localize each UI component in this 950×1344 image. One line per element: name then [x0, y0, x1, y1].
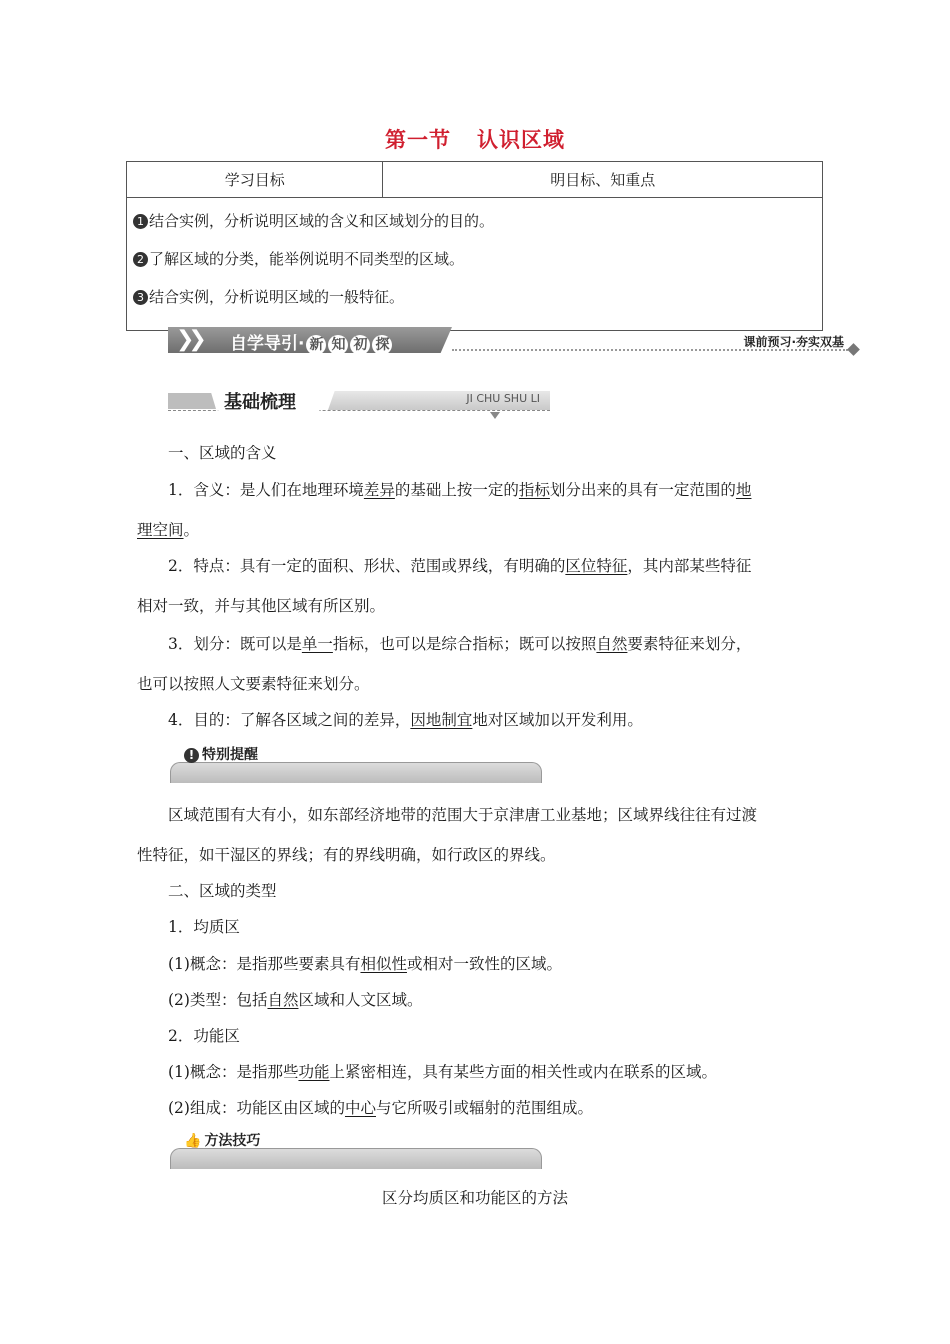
- paragraph-cont: 也可以按照人文要素特征来划分。: [137, 675, 370, 693]
- paragraph: (2)类型：包括自然区域和人文区域。: [168, 991, 423, 1009]
- section-banner: [168, 325, 858, 357]
- sub-heading: 1．均质区: [168, 918, 240, 936]
- number-badge: 1: [133, 214, 148, 229]
- thumbs-up-icon: 👍: [184, 1133, 202, 1149]
- banner-right-label: 课前预习·夯实双基: [743, 335, 844, 349]
- tip-text-cont: 性特征，如干湿区的界线；有的界线明确，如行政区的界线。: [137, 846, 556, 864]
- subsection-heading: 基础梳理 JI CHU SHU LI: [168, 389, 550, 421]
- exclamation-icon: !: [184, 748, 199, 763]
- goal-item: 3 结合实例，分析说明区域的一般特征。: [133, 280, 814, 318]
- banner-title: 自学导引· 新 知 初 探: [230, 329, 392, 355]
- paragraph: (1)概念：是指那些功能上紧密相连，具有某些方面的相关性或内在联系的区域。: [168, 1063, 717, 1081]
- paragraph-cont: 理空间。: [137, 521, 200, 539]
- diamond-icon: [847, 343, 860, 356]
- goals-header-1: 学习目标: [127, 162, 383, 198]
- paragraph: 1．含义：是人们在地理环境差异的基础上按一定的指标划分出来的具有一定范围的地: [168, 481, 752, 499]
- section-heading: 二、区域的类型: [168, 882, 277, 900]
- section-heading: 一、区域的含义: [168, 444, 277, 462]
- page-title: 第一节 认识区域: [385, 127, 565, 152]
- paragraph-cont: 相对一致，并与其他区域有所区别。: [137, 597, 386, 615]
- down-arrow-icon: [490, 412, 500, 419]
- paragraph: 3．划分：既可以是单一指标，也可以是综合指标；既可以按照自然要素特征来划分，: [168, 635, 752, 653]
- paragraph: 2．特点：具有一定的面积、形状、范围或界线，有明确的区位特征，其内部某些特征: [168, 557, 752, 575]
- goals-body: [127, 198, 823, 331]
- number-badge: 3: [133, 290, 148, 305]
- number-badge: 2: [133, 252, 148, 267]
- paragraph: 4．目的：了解各区域之间的差异，因地制宜地对区域加以开发利用。: [168, 711, 643, 729]
- learning-goals-table: [126, 161, 823, 331]
- goals-header-2: 明目标、知重点: [383, 162, 823, 198]
- goal-item: 1 结合实例，分析说明区域的含义和区域划分的目的。: [133, 204, 814, 242]
- paragraph: (1)概念：是指那些要素具有相似性或相对一致性的区域。: [168, 955, 562, 973]
- paragraph: (2)组成：功能区由区域的中心与它所吸引或辐射的范围组成。: [168, 1099, 593, 1117]
- tip-text: 区域范围有大有小，如东部经济地带的范围大于京津唐工业基地；区域界线往往有过渡: [168, 806, 758, 824]
- sub-heading: 2．功能区: [168, 1027, 240, 1045]
- method-caption: 区分均质区和功能区的方法: [381, 1189, 568, 1207]
- chevrons-icon: ❯❯: [176, 327, 201, 352]
- method-tip-box: 👍 方法技巧: [170, 1130, 542, 1170]
- goal-item: 2 了解区域的分类，能举例说明不同类型的区域。: [133, 242, 814, 280]
- special-tip-box: ! 特别提醒: [170, 744, 542, 784]
